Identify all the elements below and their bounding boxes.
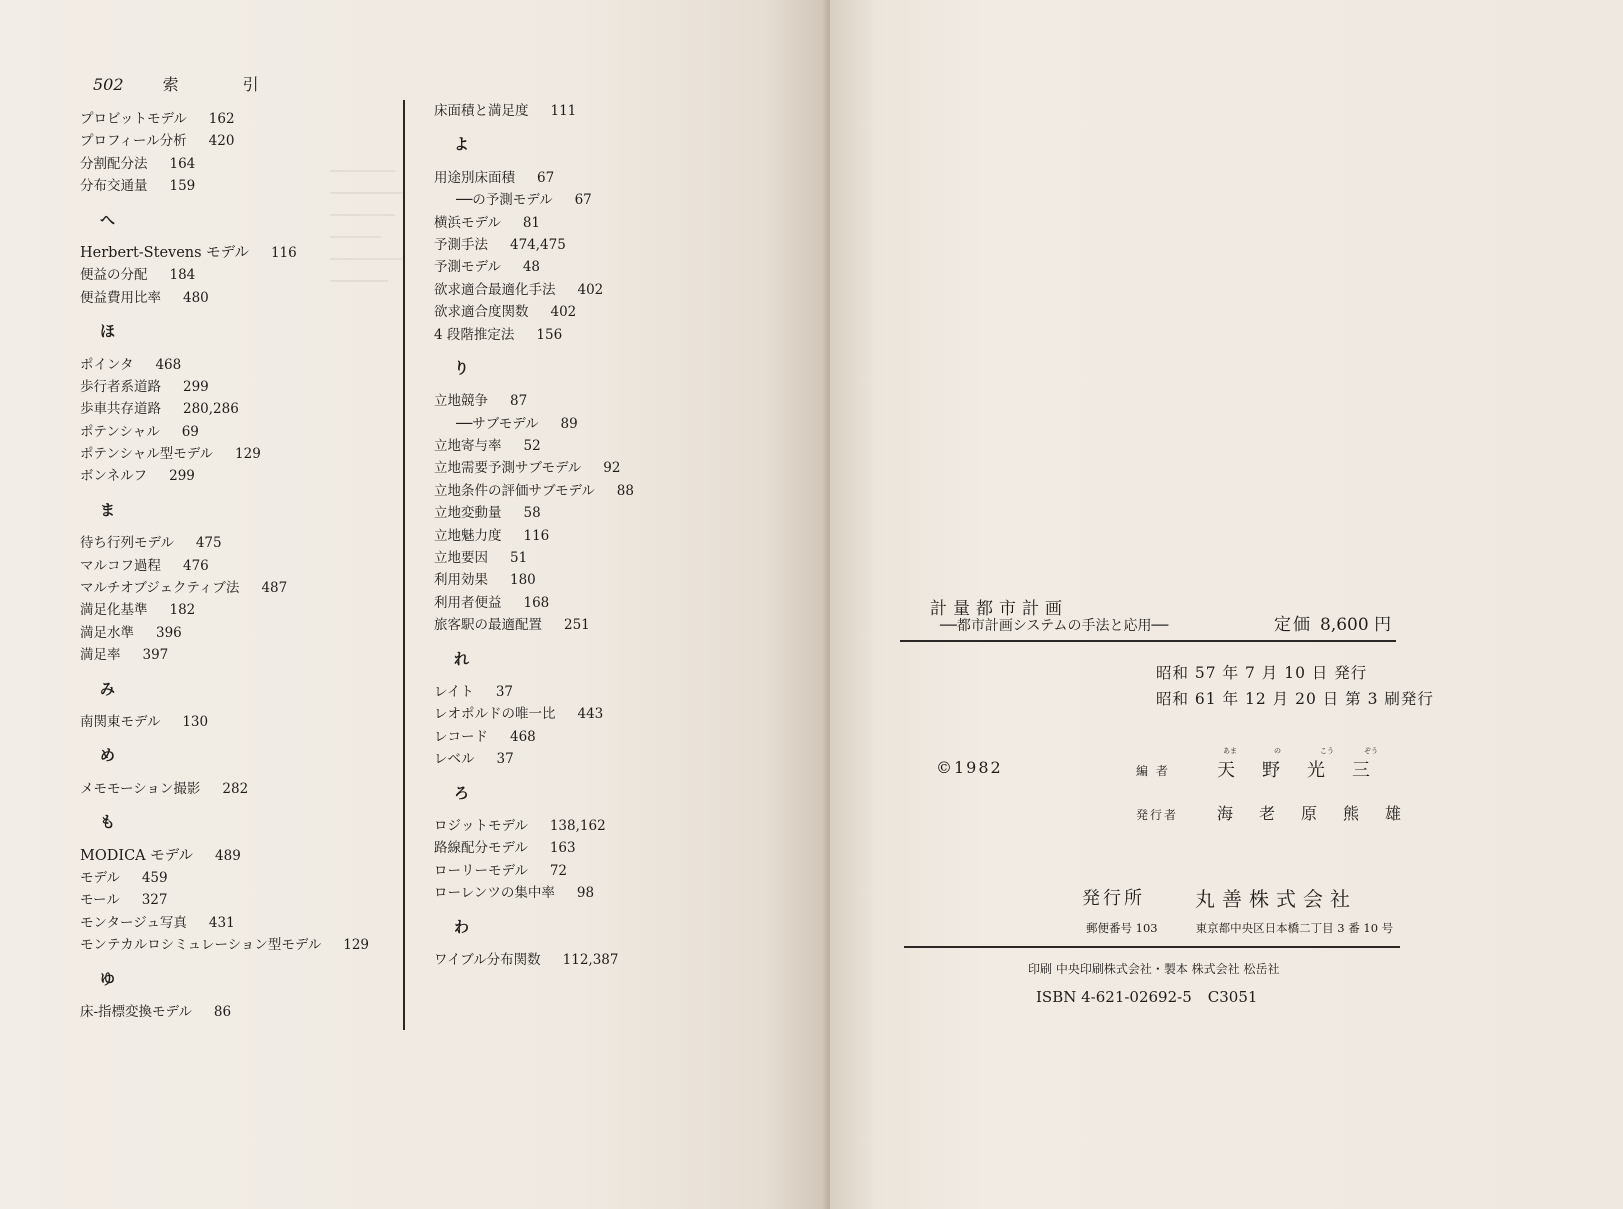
index-term: 立地需要予測サブモデル <box>434 460 582 477</box>
index-term: 予測手法 <box>434 236 488 253</box>
book-subtitle: ──都市計画システムの手法と応用── <box>940 618 1169 634</box>
index-section-heading: よ <box>454 135 470 154</box>
index-page-ref: 180 <box>510 572 536 589</box>
index-entry <box>80 532 369 554</box>
index-column-2 <box>434 100 634 971</box>
editor-name: 天野光三 <box>1217 760 1397 781</box>
index-page-ref: 480 <box>183 289 209 306</box>
index-page-ref: 88 <box>616 482 634 499</box>
section-gap <box>434 637 634 648</box>
index-page-ref: 162 <box>208 111 235 127</box>
section-gap <box>80 800 369 811</box>
page-header <box>93 72 283 95</box>
index-page-ref: 92 <box>603 460 621 477</box>
section-gap <box>434 938 634 949</box>
index-page-ref: 81 <box>522 214 541 231</box>
index-term: 立地変動量 <box>434 505 502 522</box>
index-entry <box>80 354 369 376</box>
index-entry <box>80 889 369 911</box>
index-page-ref: 159 <box>169 178 196 195</box>
index-entry <box>434 435 634 457</box>
index-entry <box>434 390 634 412</box>
index-section-heading: わ <box>454 917 470 936</box>
index-entry <box>80 845 369 867</box>
index-page-ref: 475 <box>195 535 222 552</box>
index-term: レオポルドの唯一比 <box>434 706 556 723</box>
index-section-heading: め <box>100 746 116 765</box>
index-entry <box>434 234 634 256</box>
index-term: 立地寄与率 <box>434 438 502 455</box>
index-page-ref: 251 <box>564 617 590 634</box>
index-term: 立地競争 <box>434 393 488 410</box>
index-section-heading: ま <box>100 500 116 519</box>
index-term: マルコフ過程 <box>80 557 161 574</box>
index-page-ref: 86 <box>213 1003 232 1020</box>
index-page-ref: 184 <box>169 267 196 284</box>
index-term: プロフィール分析 <box>80 133 187 150</box>
index-entry <box>80 175 369 197</box>
index-entry <box>80 130 369 152</box>
index-column-1 <box>80 108 369 1023</box>
index-page-ref: 163 <box>549 840 576 857</box>
index-term: ──の予測モデル <box>456 192 553 209</box>
page-title: 索 引 <box>162 75 283 94</box>
classification-code: C3051 <box>1207 988 1258 1006</box>
index-page-ref: 474,475 <box>510 236 566 253</box>
index-page-ref: 37 <box>496 751 514 768</box>
section-gap <box>80 343 369 354</box>
index-section-heading: ろ <box>454 783 470 802</box>
index-entry <box>434 837 634 859</box>
column-divider <box>403 100 405 1030</box>
index-page-ref: 459 <box>141 869 168 886</box>
index-term: MODICA モデル <box>80 847 194 864</box>
section-gap <box>434 156 634 167</box>
index-entry <box>80 934 369 956</box>
index-entry <box>434 592 634 614</box>
index-entry <box>434 256 634 278</box>
index-page-ref: 468 <box>155 356 182 373</box>
index-term: 南関東モデル <box>80 713 161 730</box>
section-gap <box>80 521 369 532</box>
index-entry <box>434 301 634 323</box>
publisher-address <box>1086 920 1393 936</box>
index-page-ref: 112,387 <box>562 951 619 968</box>
index-page-ref: 89 <box>560 415 578 432</box>
index-term: 利用者便益 <box>434 594 502 611</box>
index-entry <box>434 815 634 837</box>
index-term: 立地条件の評価サブモデル <box>434 482 595 499</box>
index-entry <box>434 882 634 904</box>
index-page-ref: 431 <box>208 914 235 931</box>
index-page-ref: 476 <box>183 557 209 574</box>
index-page-ref: 402 <box>550 304 577 321</box>
section-gap <box>80 957 369 968</box>
index-page-ref: 98 <box>576 885 595 902</box>
section-gap <box>434 122 634 133</box>
printer-binder: 印刷 中央印刷株式会社・製本 株式会社 松岳社 <box>1028 962 1280 976</box>
index-term: レベル <box>434 751 475 768</box>
index-entry <box>80 287 369 309</box>
index-page-ref: 37 <box>495 683 514 700</box>
index-section-heading: ゆ <box>100 969 116 988</box>
index-entry <box>80 398 369 420</box>
street-address: 東京都中央区日本橋二丁目 3 番 10 号 <box>1195 921 1394 935</box>
index-page-ref: 280,286 <box>183 401 239 418</box>
index-section-heading: れ <box>454 649 470 668</box>
copyright: ©1982 <box>936 758 1003 777</box>
index-page-ref: 468 <box>510 728 536 745</box>
publisher-person: 海老原熊雄 <box>1217 804 1428 823</box>
index-term: プロビットモデル <box>80 111 187 127</box>
index-page-ref: 299 <box>183 378 209 395</box>
index-entry <box>434 949 634 971</box>
index-term: ──サブモデル <box>456 415 539 432</box>
index-page-ref: 58 <box>523 505 541 522</box>
index-entry <box>434 167 634 189</box>
index-page-ref: 182 <box>169 602 196 619</box>
price-value: 8,600 円 <box>1320 615 1392 635</box>
index-page-ref: 129 <box>343 937 370 954</box>
index-term: 横浜モデル <box>434 214 501 231</box>
index-page-ref: 87 <box>510 393 528 410</box>
index-entry <box>80 599 369 621</box>
index-entry <box>434 614 634 636</box>
index-page-ref: 129 <box>235 446 261 463</box>
index-page-ref: 67 <box>537 169 555 186</box>
index-entry <box>434 502 634 524</box>
index-term: 分割配分法 <box>80 155 148 172</box>
index-term: 旅客駅の最適配置 <box>434 617 542 634</box>
index-term: 便益の分配 <box>80 267 148 284</box>
index-page-ref: 397 <box>142 647 169 664</box>
index-page-ref: 168 <box>523 594 550 611</box>
book-title: 計量都市計画 <box>930 599 1068 619</box>
index-entry <box>80 867 369 889</box>
index-entry <box>434 457 634 479</box>
editor-ruby-3: こう <box>1320 747 1334 755</box>
section-gap <box>80 198 369 209</box>
page-number: 502 <box>93 75 124 94</box>
editor-ruby-4: ぞう <box>1364 747 1378 755</box>
reprint-date: 昭和 61 年 12 月 20 日 第 3 刷発行 <box>1156 690 1434 708</box>
colophon-rule-bottom <box>904 946 1400 948</box>
index-entry <box>80 242 369 264</box>
index-section-heading: へ <box>100 210 116 229</box>
isbn-number: ISBN 4-621-02692-5 <box>1036 988 1192 1006</box>
index-page-ref: 116 <box>523 527 550 544</box>
index-page-ref: 396 <box>156 624 182 641</box>
index-term: モンタージュ写真 <box>80 914 187 931</box>
index-term: 床-指標変換モデル <box>80 1003 192 1020</box>
index-entry <box>434 525 634 547</box>
index-entry <box>434 189 634 211</box>
section-gap <box>80 309 369 320</box>
index-term: 用途別床面積 <box>434 169 515 186</box>
index-entry <box>434 703 634 725</box>
index-entry <box>80 778 369 800</box>
index-entry <box>434 413 634 435</box>
index-entry <box>434 569 634 591</box>
edition-dates <box>1156 660 1434 712</box>
editor-label: 編 者 <box>1136 764 1170 778</box>
index-page-ref: 164 <box>169 155 196 172</box>
index-term: ワイブル分布関数 <box>434 951 541 968</box>
index-entry <box>434 480 634 502</box>
index-term: ポテンシャル <box>80 423 160 440</box>
section-gap <box>80 488 369 499</box>
index-page-ref: 67 <box>574 192 592 209</box>
section-gap <box>434 379 634 390</box>
index-page-ref: 72 <box>549 862 568 879</box>
section-gap <box>80 990 369 1001</box>
index-page-ref: 48 <box>522 259 541 276</box>
index-entry <box>434 547 634 569</box>
index-page-ref: 420 <box>208 133 235 150</box>
right-page-colophon <box>830 0 1623 1209</box>
index-term: ポテンシャル型モデル <box>80 446 214 463</box>
publisher-name: 丸善株式会社 <box>1195 887 1357 911</box>
index-term: 路線配分モデル <box>434 840 528 857</box>
section-gap <box>434 905 634 916</box>
index-term: 欲求適合最適化手法 <box>434 281 556 298</box>
index-page-ref: 69 <box>181 423 199 440</box>
index-entry <box>80 153 369 175</box>
index-section-heading: ほ <box>100 322 116 341</box>
index-entry <box>80 108 369 130</box>
index-page-ref: 51 <box>510 550 528 567</box>
index-term: モデル <box>80 869 120 886</box>
section-gap <box>80 700 369 711</box>
index-page-ref: 487 <box>261 580 288 597</box>
index-term: ロジットモデル <box>434 817 528 834</box>
index-page-ref: 282 <box>222 780 249 797</box>
index-term: 立地魅力度 <box>434 527 502 544</box>
index-term: 床面積と満足度 <box>434 103 529 119</box>
index-term: モール <box>80 892 120 909</box>
index-section-heading: も <box>100 813 116 832</box>
index-page-ref: 443 <box>577 706 604 723</box>
index-entry <box>434 726 634 748</box>
price-label: 定価 <box>1274 615 1312 635</box>
section-gap <box>434 670 634 681</box>
postal-code: 郵便番号 103 <box>1086 921 1158 935</box>
index-entry <box>80 555 369 577</box>
index-entry <box>434 100 634 122</box>
index-entry <box>80 465 369 487</box>
section-gap <box>434 804 634 815</box>
index-entry <box>80 443 369 465</box>
index-term: ボンネルフ <box>80 468 148 485</box>
section-gap <box>80 733 369 744</box>
index-term: 待ち行列モデル <box>80 535 174 552</box>
index-section-heading: み <box>100 679 116 698</box>
index-term: レイト <box>434 683 474 700</box>
index-term: 満足化基準 <box>80 602 148 619</box>
index-entry <box>434 279 634 301</box>
editor-ruby-2: の <box>1274 747 1281 755</box>
index-entry <box>434 748 634 770</box>
index-entry <box>80 711 369 733</box>
publisher-label: 発行所 <box>1082 888 1145 909</box>
index-term: 分布交通量 <box>80 178 148 195</box>
index-term: マルチオブジェクティブ法 <box>80 580 240 597</box>
index-term: 4 段階推定法 <box>434 326 515 343</box>
index-term: 予測モデル <box>434 259 501 276</box>
index-term: 満足水準 <box>80 624 134 641</box>
index-entry <box>434 324 634 346</box>
section-gap <box>434 346 634 357</box>
index-term: レコード <box>434 728 488 745</box>
index-entry <box>80 421 369 443</box>
section-gap <box>80 231 369 242</box>
index-page-ref: 130 <box>182 713 209 730</box>
index-term: メモモーション撮影 <box>80 780 201 797</box>
index-term: ローレンツの集中率 <box>434 885 555 902</box>
price <box>1274 610 1391 635</box>
index-term: モンテカルロシミュレーション型モデル <box>80 937 322 954</box>
index-entry <box>80 644 369 666</box>
index-page-ref: 327 <box>141 892 168 909</box>
index-term: ポインタ <box>80 356 134 373</box>
index-term: 欲求適合度関数 <box>434 304 529 321</box>
index-entry <box>80 912 369 934</box>
bleed-through-text: ───────── ────────── ───────── ─────── ────────── ──────── <box>330 164 403 288</box>
editor-ruby-1: あま <box>1223 747 1237 755</box>
section-gap <box>434 771 634 782</box>
index-page-ref: 52 <box>523 438 541 455</box>
index-term: Herbert-Stevens モデル <box>80 244 249 261</box>
index-term: 立地要因 <box>434 550 488 567</box>
isbn <box>1036 988 1257 1006</box>
index-entry <box>80 577 369 599</box>
index-entry <box>80 264 369 286</box>
index-entry <box>80 622 369 644</box>
index-term: 歩行者系道路 <box>80 378 161 395</box>
index-entry <box>80 1001 369 1023</box>
index-term: 便益費用比率 <box>80 289 161 306</box>
first-edition-date: 昭和 57 年 7 月 10 日 発行 <box>1156 664 1368 682</box>
colophon-rule-top <box>900 640 1396 642</box>
index-term: ローリーモデル <box>434 862 528 879</box>
index-section-heading: り <box>454 358 470 377</box>
index-page-ref: 489 <box>215 847 241 864</box>
index-term: 歩車共存道路 <box>80 401 161 418</box>
index-entry <box>434 681 634 703</box>
index-term: 満足率 <box>80 647 121 664</box>
index-page-ref: 299 <box>169 468 195 485</box>
index-page-ref: 116 <box>270 244 297 261</box>
index-page-ref: 138,162 <box>549 817 606 834</box>
index-page-ref: 402 <box>577 281 604 298</box>
publisher-person-label: 発行者 <box>1136 808 1179 822</box>
section-gap <box>80 834 369 845</box>
index-entry <box>434 860 634 882</box>
section-gap <box>80 767 369 778</box>
index-page-ref: 111 <box>550 103 577 119</box>
index-entry <box>434 212 634 234</box>
section-gap <box>80 667 369 678</box>
index-entry <box>80 376 369 398</box>
index-term: 利用効果 <box>434 572 488 589</box>
index-page-ref: 156 <box>536 326 563 343</box>
